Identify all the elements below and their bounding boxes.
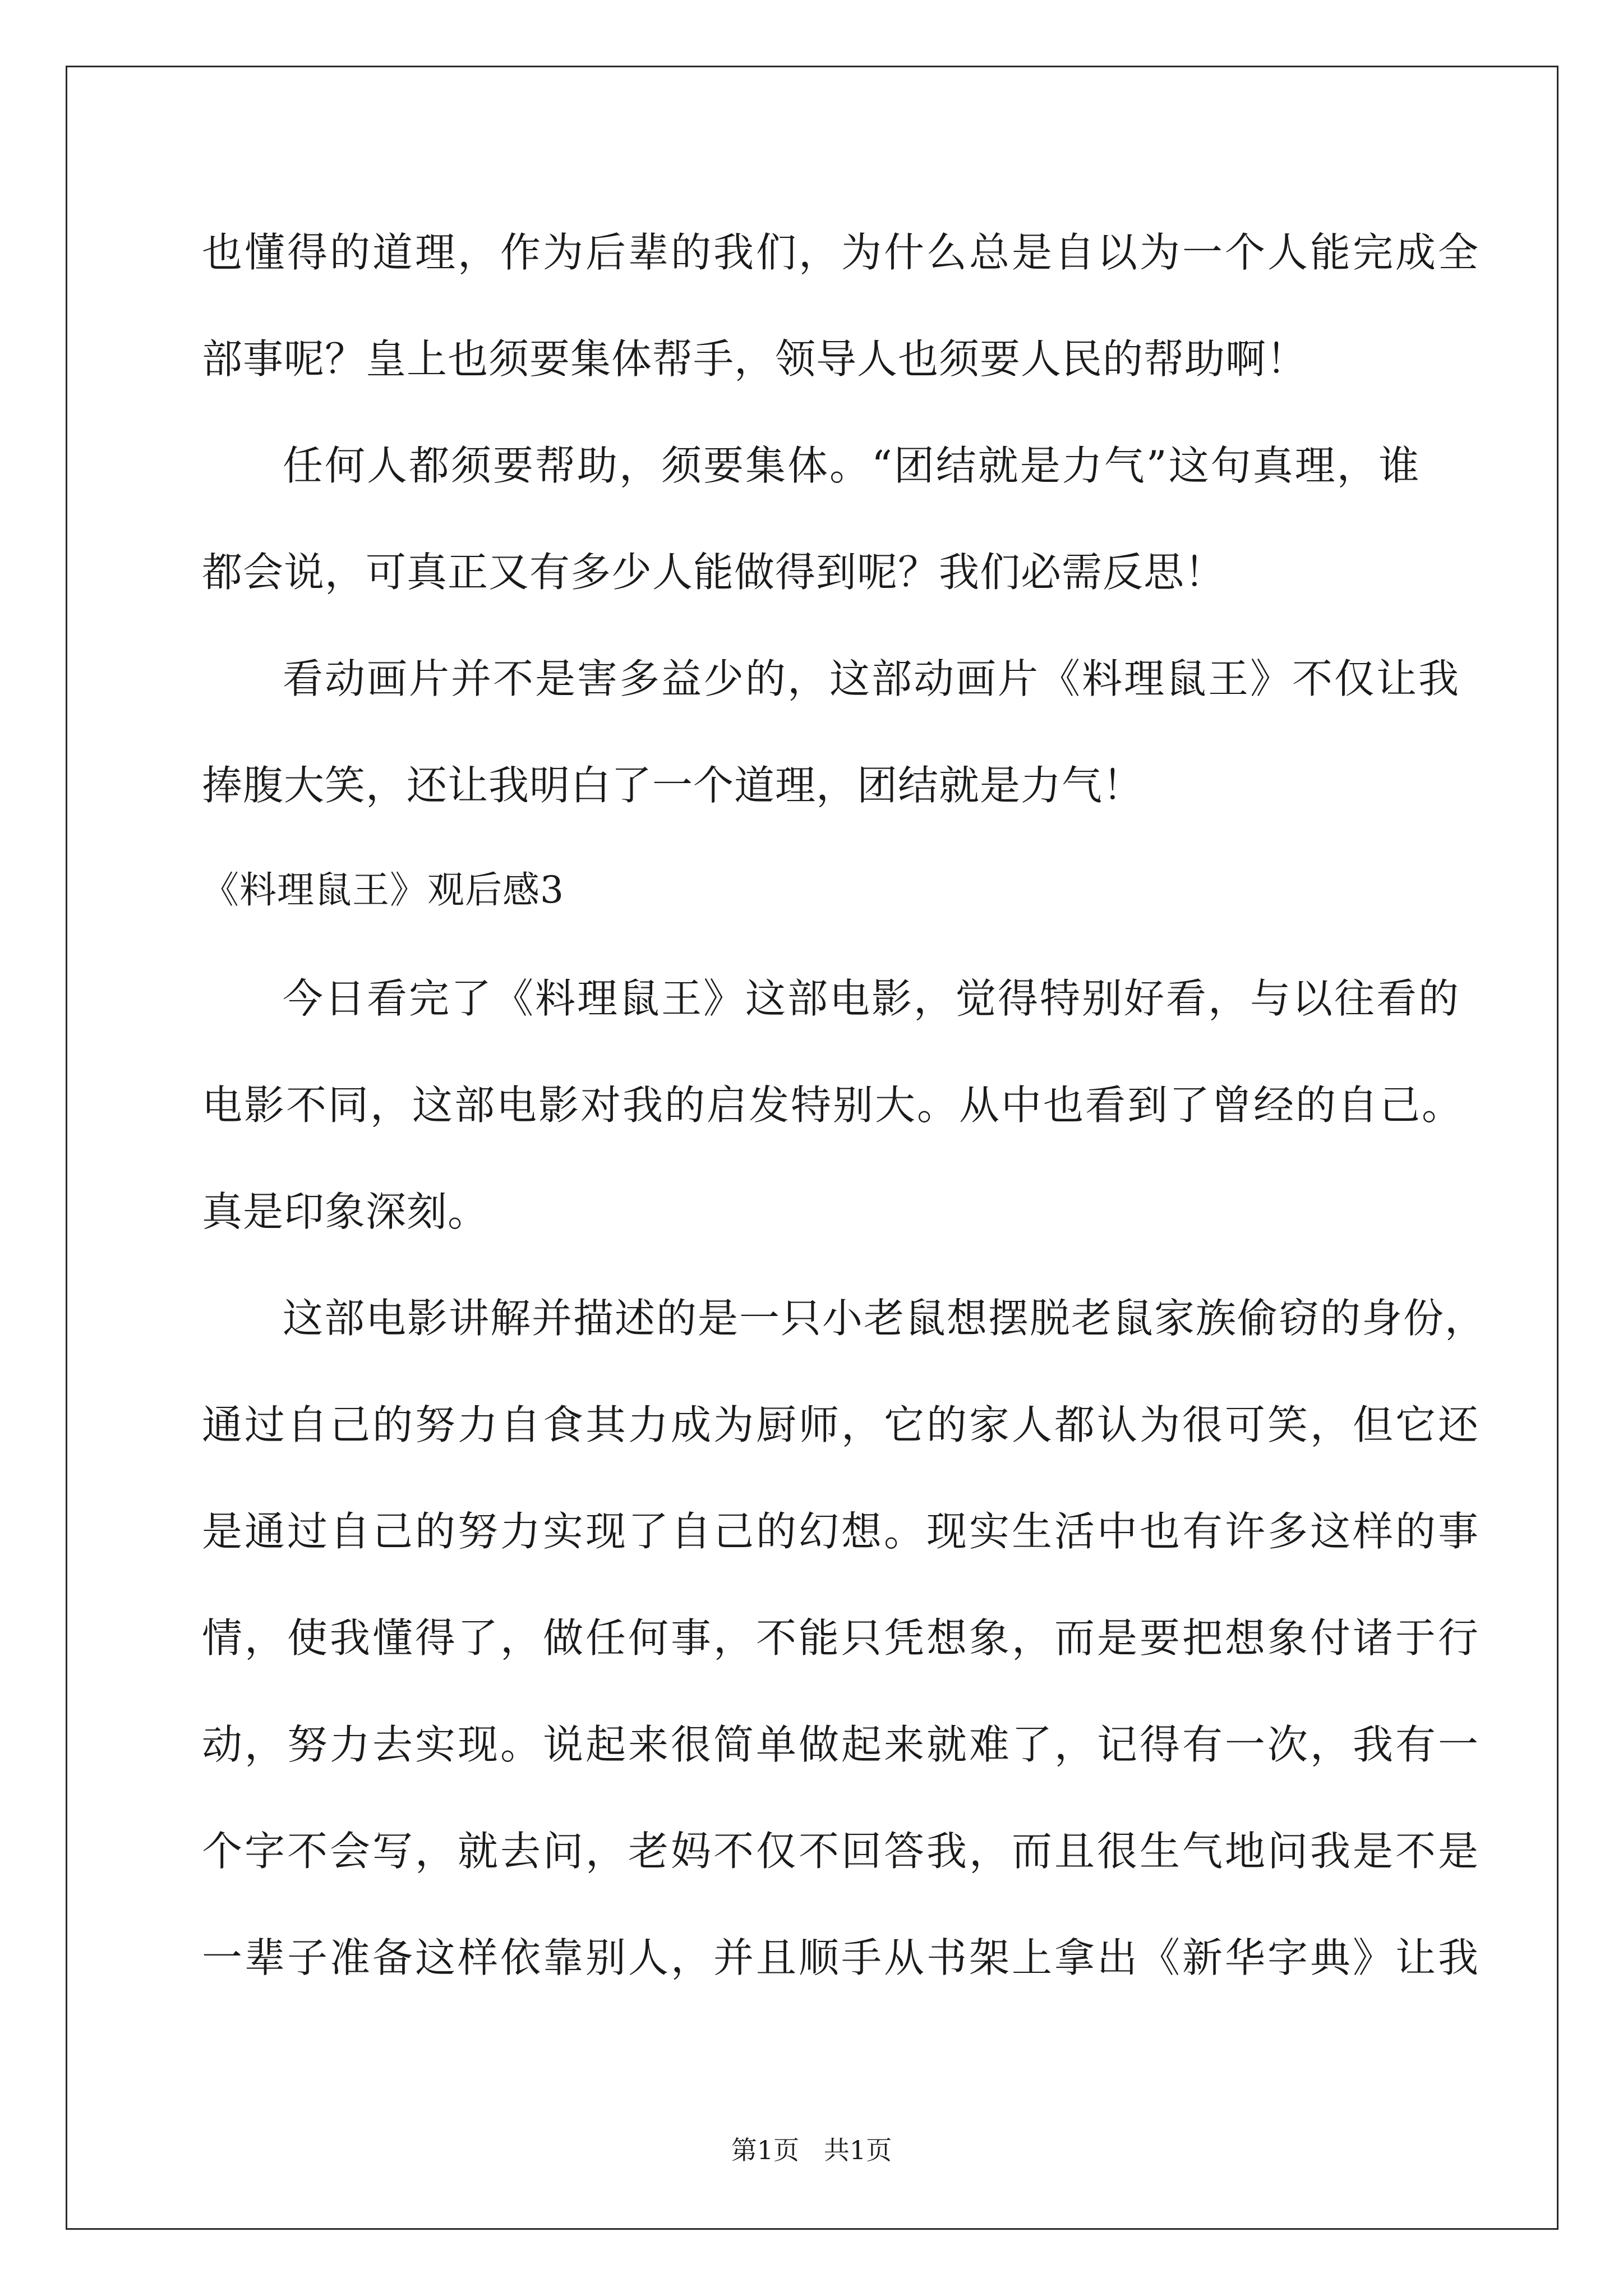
- paragraph-line: 任何人都须要帮助，须要集体。“团结就是力气”这句真理，谁: [283, 442, 1421, 489]
- paragraph-line: 通过自己的努力自食其力成为厨师，它的家人都认为很可笑，但它还: [202, 1401, 1481, 1448]
- paragraph-line: 情，使我懂得了，做任何事，不能只凭想象，而是要把想象付诸于行: [202, 1614, 1481, 1662]
- paragraph-line: 真是印象深刻。: [202, 1188, 489, 1235]
- paragraph-line: 看动画片并不是害多益少的，这部动画片《料理鼠王》不仅让我: [283, 655, 1461, 702]
- paragraph-line: 这部电影讲解并描述的是一只小老鼠想摆脱老鼠家族偷窃的身份，: [283, 1295, 1487, 1342]
- paragraph-line: 一辈子准备这样依靠别人，并且顺手从书架上拿出《新华字典》让我: [202, 1934, 1481, 1981]
- paragraph-line: 都会说，可真正又有多少人能做得到呢？我们必需反思！: [202, 549, 1226, 596]
- paragraph-line: 电影不同，这部电影对我的启发特别大。从中也看到了曾经的自己。: [202, 1082, 1464, 1129]
- paragraph-line: 动，努力去实现。说起来很简单做起来就难了，记得有一次，我有一: [202, 1721, 1481, 1768]
- paragraph-line: 也懂得的道理，作为后辈的我们，为什么总是自以为一个人能完成全: [202, 229, 1481, 276]
- paragraph-line: 部事呢？皇上也须要集体帮手，领导人也须要人民的帮助啊！: [202, 335, 1308, 383]
- page-number-footer: 第1页 共1页: [731, 2135, 892, 2165]
- paragraph-line: 是通过自己的努力实现了自己的幻想。现实生活中也有许多这样的事: [202, 1508, 1481, 1555]
- section-heading: 《料理鼠王》观后感3: [202, 868, 564, 912]
- paragraph-line: 捧腹大笑，还让我明白了一个道理，团结就是力气！: [202, 762, 1144, 809]
- paragraph-line: 个字不会写，就去问，老妈不仅不回答我，而且很生气地问我是不是: [202, 1828, 1481, 1875]
- paragraph-line: 今日看完了《料理鼠王》这部电影，觉得特别好看，与以往看的: [283, 975, 1461, 1022]
- page-border: [66, 66, 1559, 2230]
